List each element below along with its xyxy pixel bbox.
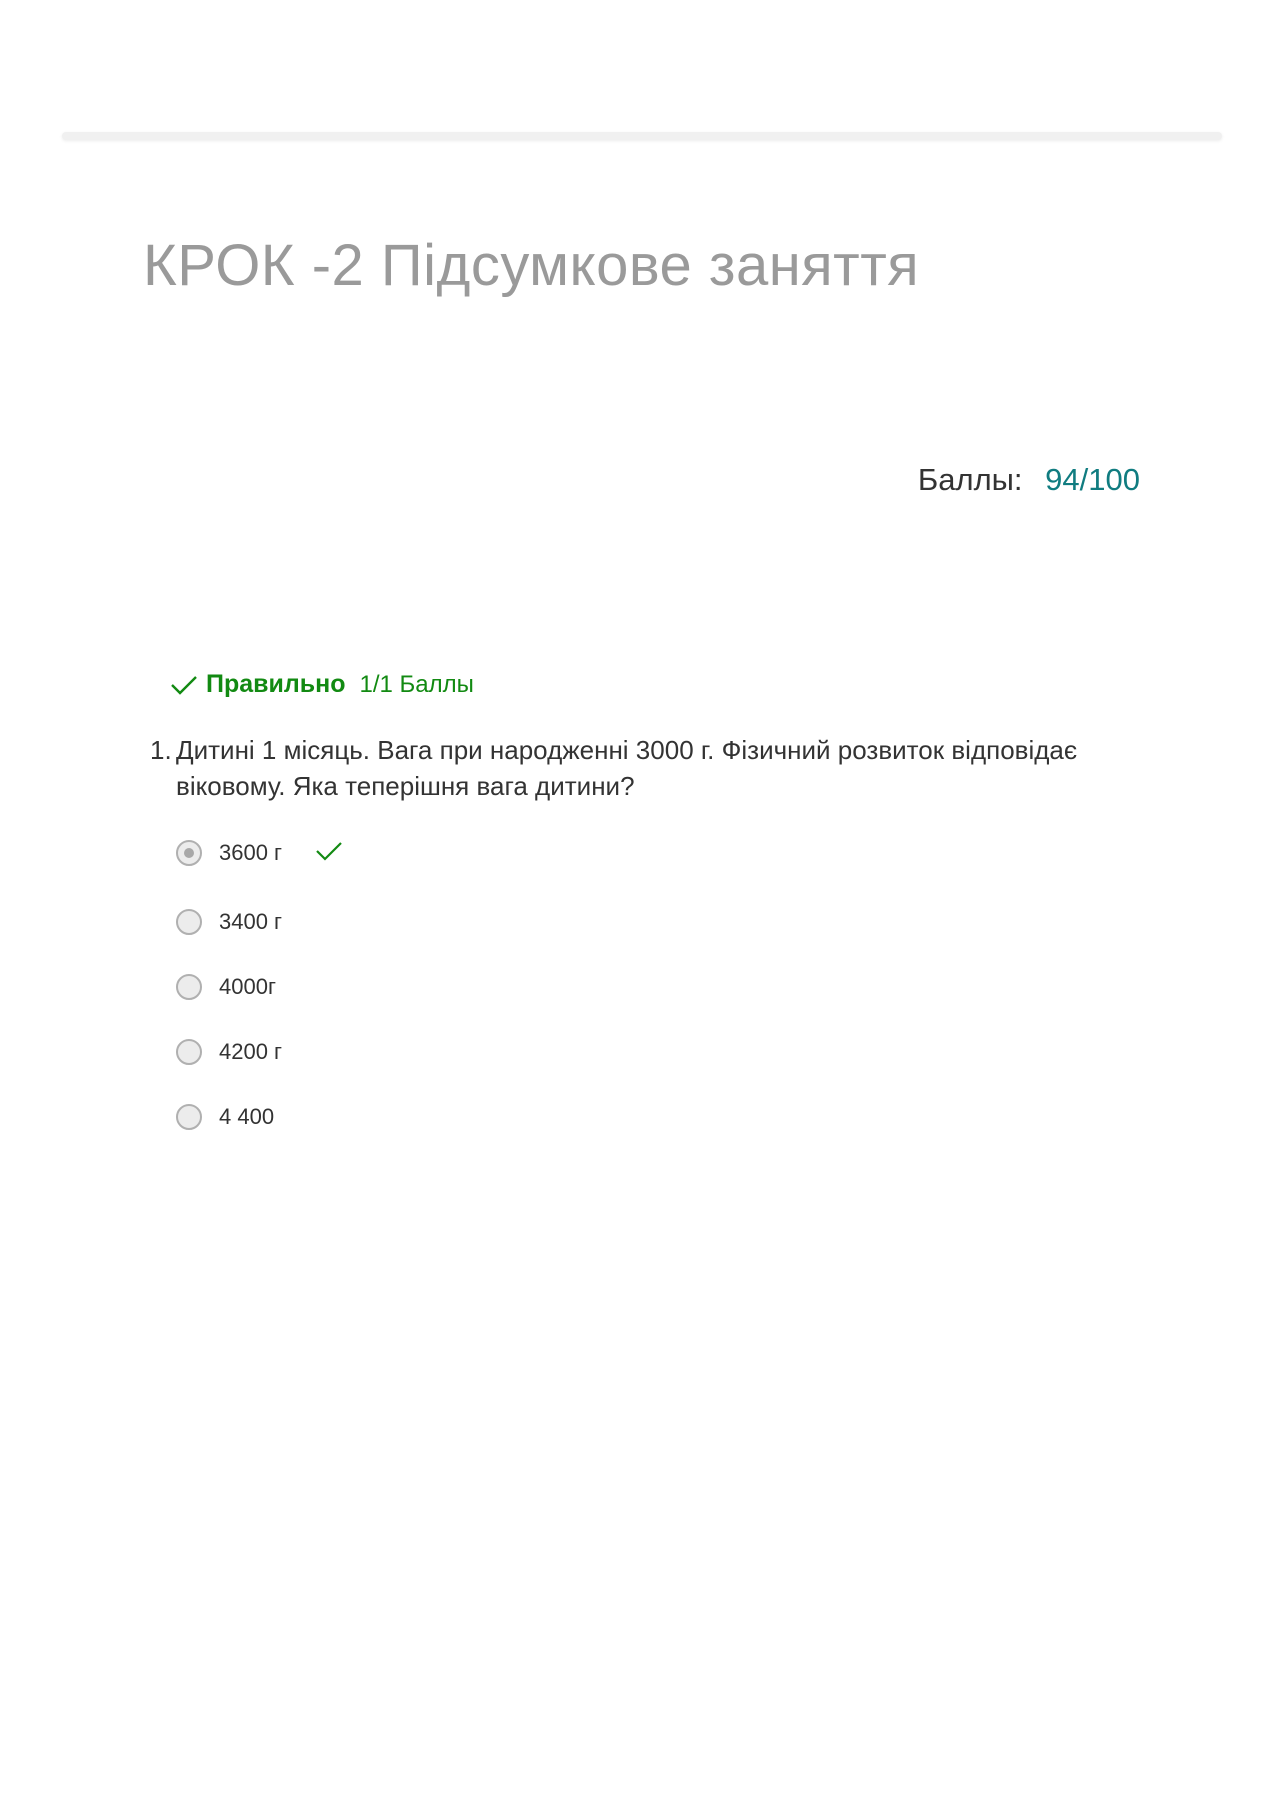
check-icon [315, 840, 343, 867]
header-bar [62, 132, 1222, 140]
radio-button[interactable] [176, 909, 202, 935]
result-status: Правильно [206, 670, 346, 698]
radio-button[interactable] [176, 1104, 202, 1130]
answer-option[interactable] [176, 970, 343, 1004]
answer-option[interactable] [176, 1035, 343, 1069]
radio-button[interactable] [176, 1039, 202, 1065]
question-text: Дитині 1 місяць. Вага при народженні 3000 г. Фізичний розвиток відповідає віковому. Яка теперішня вага дитини? [176, 735, 1078, 801]
answer-option[interactable] [176, 1100, 343, 1134]
answer-option[interactable] [176, 836, 343, 870]
question-result [170, 670, 474, 699]
radio-button[interactable] [176, 840, 202, 866]
check-icon [170, 674, 198, 696]
option-label: 4200 г [219, 1039, 283, 1064]
score-value: 94/100 [1045, 462, 1140, 497]
question [150, 732, 1150, 804]
option-label: 4000г [219, 974, 276, 999]
radio-button[interactable] [176, 974, 202, 1000]
answer-option[interactable] [176, 905, 343, 939]
answer-options [176, 836, 343, 1165]
page-title: КРОК -2 Підсумкове заняття [143, 233, 920, 298]
result-points: 1/1 Баллы [359, 670, 474, 698]
score-display [918, 462, 1140, 498]
option-label: 3400 г [219, 909, 283, 934]
option-label: 4 400 [219, 1104, 275, 1129]
score-label: Баллы: [917, 462, 1023, 497]
option-label: 3600 г [219, 840, 283, 865]
radio-selected-dot [184, 848, 194, 858]
question-number: 1. [150, 735, 172, 765]
